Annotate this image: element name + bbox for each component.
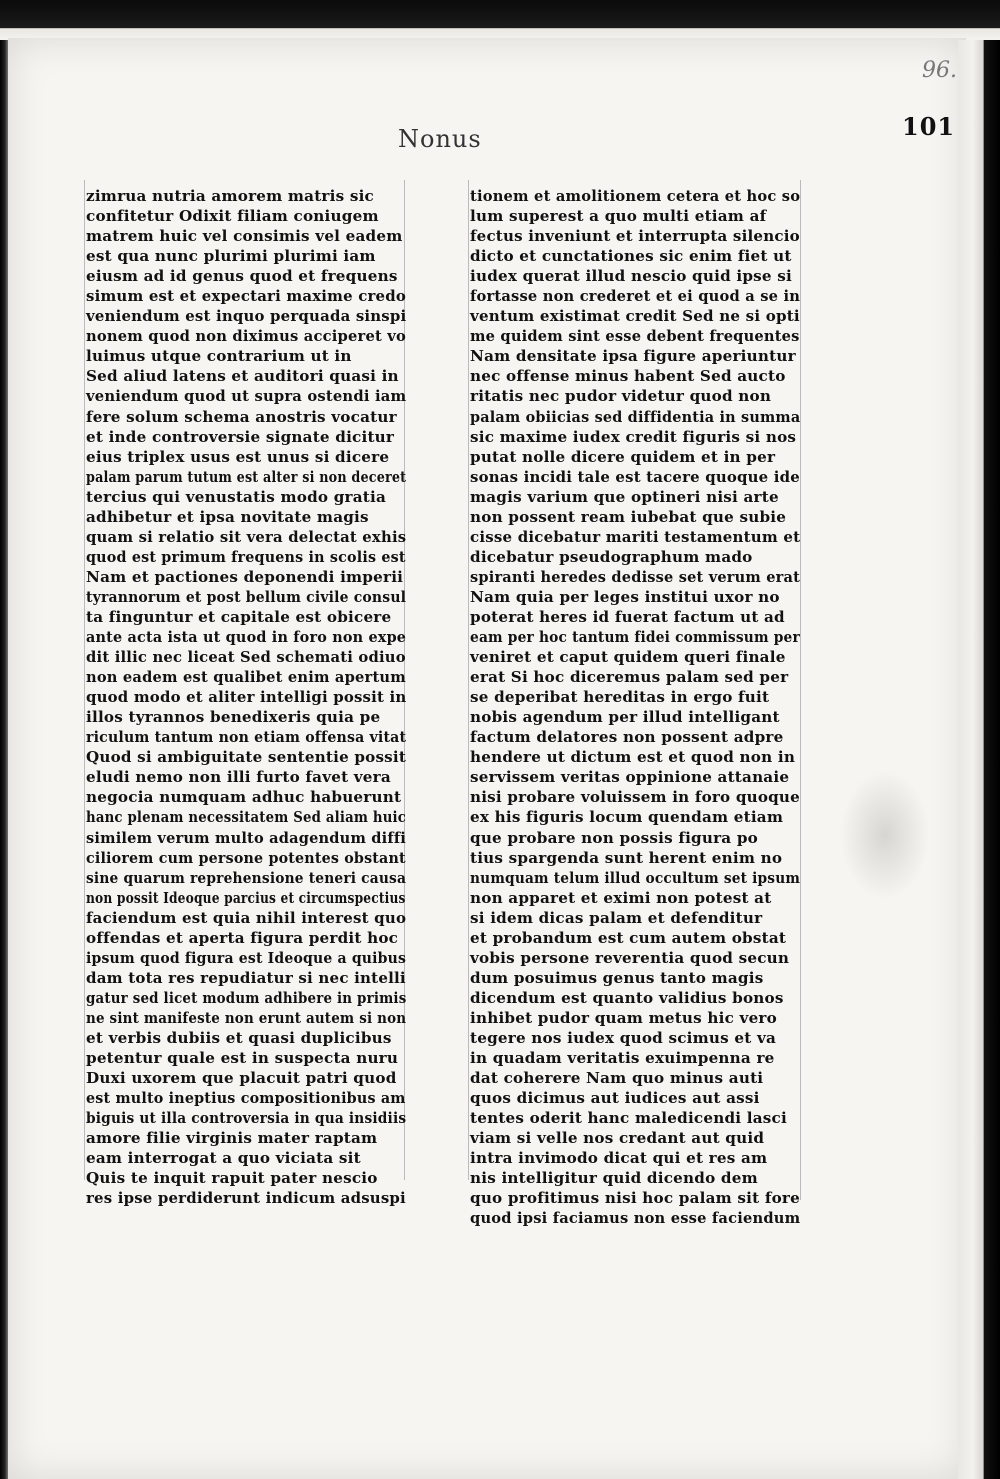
text-line: Nam densitate ipsa figure aperiuntur — [470, 347, 796, 366]
text-line: nec offense minus habent Sed aucto — [470, 367, 786, 386]
ruling-line — [468, 180, 469, 1180]
text-line: nonem quod non diximus acciperet vo — [86, 327, 406, 346]
text-line: ne sint manifeste non erunt autem si non — [86, 1008, 407, 1027]
text-line: gatur sed licet modum adhibere in primis — [86, 988, 407, 1007]
text-line: ta finguntur et capitale est obicere — [86, 607, 392, 626]
text-line: putat nolle dicere quidem et in per — [470, 447, 776, 466]
text-line: matrem huic vel consimis vel eadem — [86, 227, 403, 246]
text-line: quod est primum frequens in scolis est — [86, 547, 406, 566]
text-line: confitetur Odixit filiam coniugem — [86, 207, 379, 226]
folio-number: 101 — [902, 112, 956, 141]
text-line: biguis ut illa controversia in qua insidiis — [86, 1109, 407, 1128]
text-line: nobis agendum per illud intelligant — [470, 708, 780, 727]
text-line: erat Si hoc diceremus palam sed per — [470, 668, 789, 687]
text-line: riculum tantum non etiam offensa vitat — [86, 728, 407, 747]
text-line: ex his figuris locum quendam etiam — [470, 808, 784, 827]
text-line: tionem et amolitionem cetera et hoc so — [470, 187, 801, 205]
text-line: lum superest a quo multi etiam af — [470, 207, 767, 226]
text-line: illos tyrannos benedixeris quia pe — [86, 708, 381, 727]
text-line: cisse dicebatur mariti testamentum et — [470, 527, 801, 546]
text-line: amore filie virginis mater raptam — [86, 1129, 378, 1148]
text-line: eludi nemo non illi furto favet vera — [86, 768, 391, 787]
text-line: non eadem est qualibet enim apertum — [86, 668, 406, 687]
text-line: nis intelligitur quid dicendo dem — [470, 1169, 758, 1188]
text-line: me quidem sint esse debent frequentes — [470, 327, 800, 346]
text-line: dicto et cunctationes sic enim fiet ut — [470, 247, 792, 266]
text-line: numquam telum illud occultum set ipsum — [470, 868, 801, 887]
text-line: ciliorem cum persone potentes obstant — [86, 848, 406, 867]
text-line: est multo ineptius compositionibus am — [86, 1089, 406, 1108]
text-line: eam per hoc tantum fidei commissum per — [470, 628, 800, 647]
text-line: dicebatur pseudographum mado — [470, 547, 753, 566]
text-line: Quod si ambiguitate sententie possit — [86, 748, 407, 767]
text-line: ante acta ista ut quod in foro non expe — [86, 628, 407, 647]
text-line: fectus inveniunt et interrupta silencio — [470, 227, 800, 246]
text-line: et probandum est cum autem obstat — [470, 928, 787, 947]
text-line: dit illic nec liceat Sed schemati odiuo — [86, 648, 406, 667]
text-line: tentes oderit hanc maledicendi lasci — [470, 1109, 787, 1128]
text-line: servissem veritas oppinione attanaie — [470, 768, 790, 787]
text-line: dam tota res repudiatur si nec intelli — [86, 968, 406, 987]
left-text-column — [86, 186, 406, 1208]
text-line: veniret et caput quidem queri finale — [470, 648, 786, 667]
text-line: petentur quale est in suspecta nuru — [86, 1049, 399, 1068]
text-line: faciendum est quia nihil interest quo — [86, 908, 407, 927]
ruling-line — [84, 180, 85, 1180]
text-line: Nam quia per leges institui uxor no — [470, 587, 780, 606]
text-line: hendere ut dictum est et quod non in — [470, 748, 796, 767]
text-line: eius triplex usus est unus si dicere — [86, 447, 390, 466]
text-line: ventum existimat credit Sed ne si opti — [470, 307, 800, 326]
text-line: non possent ream iubebat que subie — [470, 507, 787, 526]
right-page-edge — [958, 40, 1000, 1479]
text-line: Quis te inquit rapuit pater nescio — [86, 1169, 378, 1188]
text-line: Nam et pactiones deponendi imperii — [86, 567, 404, 586]
text-line: poterat heres id fuerat factum ut ad — [470, 607, 785, 626]
text-line: adhibetur et ipsa novitate magis — [86, 507, 369, 526]
text-line: et inde controversie signate dicitur — [86, 427, 395, 446]
text-line: tercius qui venustatis modo gratia — [86, 487, 387, 506]
text-line: si idem dicas palam et defenditur — [470, 908, 763, 927]
text-line: ritatis nec pudor videtur quod non — [470, 387, 772, 406]
text-line: est qua nunc plurimi plurimi iam — [86, 247, 376, 266]
text-line: fortasse non crederet et ei quod a se in — [470, 287, 801, 306]
text-line: iudex querat illud nescio quid ipse si — [470, 267, 792, 286]
text-line: factum delatores non possent adpre — [470, 728, 784, 747]
text-line: quos dicimus aut iudices aut assi — [470, 1089, 760, 1108]
text-line: zimrua nutria amorem matris sic — [86, 187, 374, 205]
text-line: similem verum multo adagendum diffi — [86, 828, 407, 847]
text-line: tius spargenda sunt herent enim no — [470, 848, 783, 867]
text-line: quo profitimus nisi hoc palam sit fore — [470, 1189, 800, 1208]
text-line: sonas incidi tale est tacere quoque ide — [470, 467, 800, 486]
text-line: quam si relatio sit vera delectat exhis — [86, 527, 407, 546]
text-line: non apparet et eximi non potest at — [470, 888, 772, 907]
text-line: ipsum quod figura est Ideoque a quibus — [86, 948, 407, 967]
text-line: et verbis dubiis et quasi duplicibus — [86, 1028, 392, 1047]
text-line: intra invimodo dicat qui et res am — [470, 1149, 768, 1168]
text-line: que probare non possis figura po — [470, 828, 758, 847]
text-line: Duxi uxorem que placuit patri quod — [86, 1069, 397, 1088]
text-line: palam obiicias sed diffidentia in summa — [470, 407, 801, 426]
text-line: dicendum est quanto validius bonos — [470, 988, 784, 1007]
text-line: eam interrogat a quo viciata sit — [86, 1149, 361, 1168]
text-line: spiranti heredes dedisse set verum erat — [470, 567, 801, 586]
text-line: palam parum tutum est alter si non deceret — [86, 467, 407, 486]
text-line: dat coherere Nam quo minus auti — [470, 1069, 764, 1088]
right-text-column — [470, 186, 800, 1228]
text-line: inhibet pudor quam metus hic vero — [470, 1008, 777, 1027]
text-line: offendas et aperta figura perdit hoc — [86, 928, 399, 947]
text-line: luimus utque contrarium ut in — [86, 347, 352, 366]
text-line: fere solum schema anostris vocatur — [86, 407, 397, 426]
text-line: quod ipsi faciamus non esse faciendum — [470, 1209, 801, 1228]
page-stain — [840, 770, 930, 900]
text-line: non possit Ideoque parcius et circumspectius — [86, 888, 406, 907]
text-line: veniendum est inquo perquada sinspi — [86, 307, 407, 326]
text-line: Sed aliud latens et auditori quasi in — [86, 367, 399, 386]
text-line: res ipse perdiderunt indicum adsuspi — [86, 1189, 406, 1208]
text-line: hanc plenam necessitatem Sed aliam huic — [86, 808, 407, 827]
text-line: quod modo et aliter intelligi possit in — [86, 688, 407, 707]
ruling-line — [800, 180, 801, 1200]
text-line: sic maxime iudex credit figuris si nos — [470, 427, 797, 446]
top-page-edge — [0, 0, 1000, 40]
text-line: in quadam veritatis exuimpenna re — [470, 1049, 775, 1068]
text-line: tegere nos iudex quod scimus et va — [470, 1028, 777, 1047]
text-line: magis varium que optineri nisi arte — [470, 487, 779, 506]
text-line: negocia numquam adhuc habuerunt — [86, 788, 402, 807]
text-line: viam si velle nos credant aut quid — [470, 1129, 765, 1148]
text-line: simum est et expectari maxime credo — [86, 287, 406, 306]
text-line: dum posuimus genus tanto magis — [470, 968, 764, 987]
text-line: eiusm ad id genus quod et frequens — [86, 267, 398, 286]
text-line: veniendum quod ut supra ostendi iam — [86, 387, 407, 406]
text-line: nisi probare voluissem in foro quoque — [470, 788, 800, 807]
old-folio-number: 96. — [922, 58, 957, 83]
text-line: sine quarum reprehensione teneri causa — [86, 868, 407, 887]
running-head: Nonus — [398, 125, 482, 153]
text-line: se deperibat hereditas in ergo fuit — [470, 688, 770, 707]
text-line: vobis persone reverentia quod secun — [470, 948, 790, 967]
text-line: tyrannorum et post bellum civile consul — [86, 587, 407, 606]
